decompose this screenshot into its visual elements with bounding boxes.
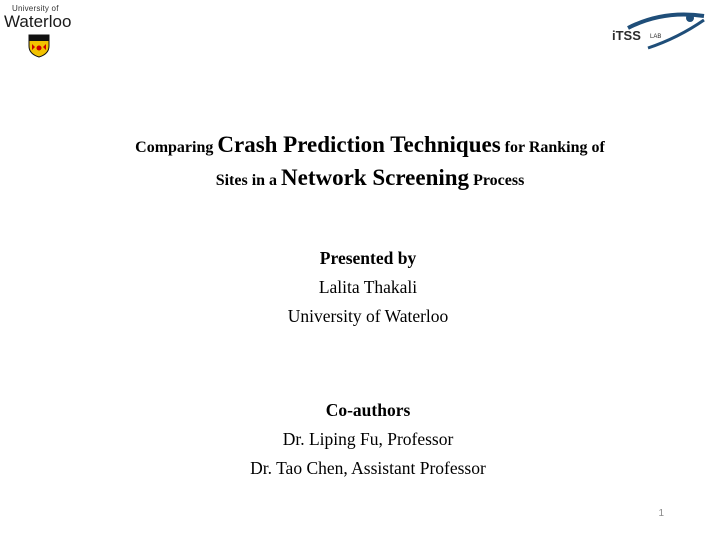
itss-logo-subtext: LAB <box>650 34 662 40</box>
presenter-section <box>0 244 720 331</box>
presenter-name: Lalita Thakali <box>318 277 418 297</box>
title-segment: Process <box>469 172 525 189</box>
title-segment: Crash Prediction Techniques <box>217 132 501 157</box>
title-line-2 <box>0 163 720 196</box>
university-logo-name: Waterloo <box>4 12 72 31</box>
university-logo <box>4 4 74 58</box>
presenter-affiliation: University of Waterloo <box>287 306 449 326</box>
title-segment: Comparing <box>135 139 218 156</box>
title-segment: Sites in a <box>215 172 282 189</box>
coauthor-item: Dr. Tao Chen, Assistant Professor <box>250 458 486 478</box>
coauthors-heading: Co-authors <box>325 400 411 420</box>
coauthor-item: Dr. Liping Fu, Professor <box>282 429 454 449</box>
slide-number: 1 <box>658 508 664 519</box>
title-segment: for Ranking of <box>500 139 605 156</box>
itss-logo-text: iTSS <box>612 28 641 43</box>
itss-lab-logo <box>608 8 712 52</box>
slide-title <box>0 130 720 196</box>
title-segment: Network Screening <box>281 165 470 190</box>
title-line-1 <box>0 130 720 163</box>
university-logo-small-text: University of <box>12 4 59 13</box>
presented-by-heading: Presented by <box>319 248 417 268</box>
uw-crest-icon <box>28 34 50 58</box>
coauthors-section <box>0 396 720 483</box>
